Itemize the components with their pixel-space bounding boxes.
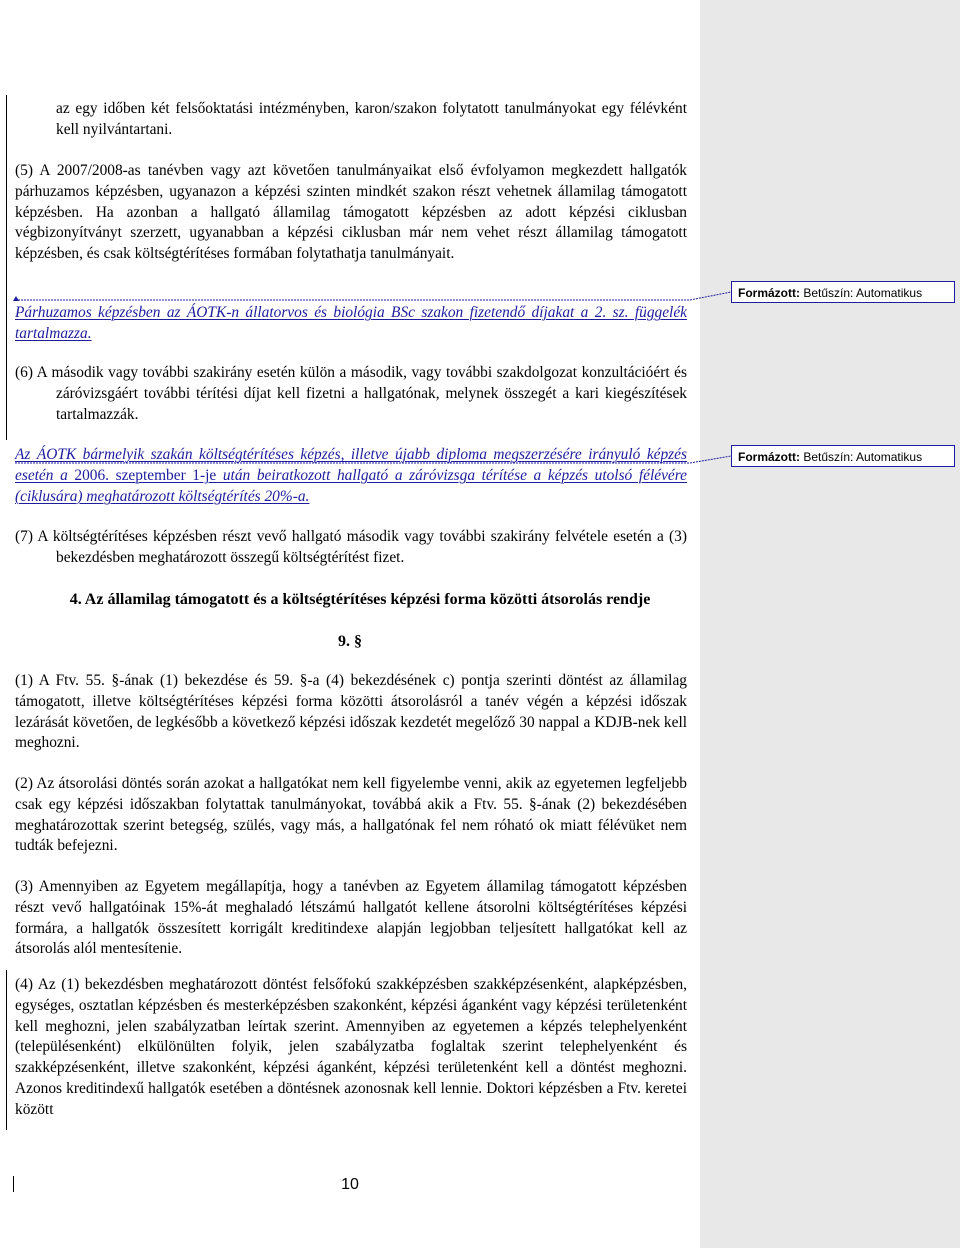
tracked-text: után beiratkozott hallgató — [216, 466, 395, 484]
footer-change-bar — [13, 1176, 14, 1192]
page-number: 10 — [341, 1176, 359, 1193]
comment-value: Betűszín: Automatikus — [803, 286, 923, 300]
format-comment-box[interactable] — [731, 445, 955, 467]
format-comment-box[interactable] — [731, 281, 955, 303]
section-9-para-2: (2) Az átsorolási döntés során azokat a hallgatókat nem kell figyelembe venni, akik az egyetemen legfeljebb csak egy képzési időszakban folytattak tanulmányokat, továbbá akik a Ftv. 55. §-ának (2) bekezdésében meghatározottak szerint betegség, szülés, vagy más, a hallgatónak fel nem róható ok miatt félévüket nem tudták befejezni. — [15, 775, 687, 855]
section-9-para-4: (4) Az (1) bekezdésben meghatározott döntést felsőfokú szakképzésben szakképzésenként, alapképzésben, egységes, osztatlan képzésben és mesterképzésben szakonként, képzési áganként vagy képzési területenként kell meghozni, jelen szabályzatban leírtak szerint. Amennyiben az egyetemen a képzés telephelyenként (településenként) elkülönülten folyik, jelen szabályzatba foglaltak szerint telephelyenként és szakképzésenként, illetve szakonként, képzési áganként, képzési területenként kell a döntést meghozni. Azonos kreditindexű hallgatók esetében a döntésnek azonosnak kell lennie. Doktori képzésben a Ftv. keretei között — [15, 976, 687, 1118]
paragraph-5: (5) A 2007/2008-as tanévben vagy azt követően tanulmányaikat első évfolyamon megkezdett hallgatók párhuzamos képzésben, ugyanazon a képzési szinten mindkét szakon részt vehetnek államilag támogatott képzésben. Ha azonban a hallgató államilag támogatott képzésben az adott képzési ciklusban végbizonyítványt szerzett, ugyanabban a képzési ciklusban már nem vehet részt államilag támogatott képzésben, és csak költségtérítéses formában folytathatja tanulmányait. — [15, 162, 687, 263]
tracked-text: Az ÁOTK bármelyik szakán költségtérítéses képzés, illetve újabb diploma megszerzésére irányuló képzés esetén a — [15, 446, 687, 484]
comment-label: Formázott: — [738, 286, 800, 300]
section-heading-4: 4. Az államilag támogatott és a költségtérítéses képzési forma közötti átsorolás rendje — [69, 591, 651, 608]
comment-value: Betűszín: Automatikus — [803, 450, 923, 464]
section-9-para-3: (3) Amennyiben az Egyetem megállapítja, hogy a tanévben az Egyetem államilag támogatott képzésben részt vevő hallgatóinak 15%-át meghaladó létszámú hallgatót kellene átsorolni költségtérítéses képzési formára, a hallgatók összesített korrigált kreditindexe alapján legjobban teljesített hallgatókat kell az átsorolás alól mentesítenie. — [15, 878, 687, 958]
section-number: 9. § — [338, 633, 362, 650]
tracked-date: 2006. szeptember 1-je — [74, 466, 217, 484]
paragraph-7: (7) A költségtérítéses képzésben részt vevő hallgató második vagy további szakirány felvétele esetén a (3) bekezdésben meghatározott összegű költségtérítést fizet. — [15, 528, 687, 566]
tracked-text: a záróvizsga térítése a képzés utolsó félévére (ciklusára) meghatározott költségtérítés 20%-a. — [15, 466, 687, 505]
comment-label: Formázott: — [738, 450, 800, 464]
section-9-para-1: (1) A Ftv. 55. §-ának (1) bekezdése és 59. §-a (4) bekezdésének c) pontja szerinti döntést az államilag támogatott, illetve költségtérítéses képzési forma közötti átsorolásról a tanév végén a képzési időszak lezárását követően, de legkésőbb a következő képzési időszak kezdetét megelőző 30 nappal a KDJB-nek kell meghozni. — [15, 672, 687, 752]
paragraph-continuation: az egy időben két felsőoktatási intézményben, karon/szakon folytatott tanulmányokat egy félévként kell nyilvántartani. — [56, 100, 687, 138]
tracked-insertion-1[interactable]: Párhuzamos képzésben az ÁOTK-n állatorvos és biológia BSc szakon fizetendő díjakat a 2. sz. függelék tartalmazza. — [15, 304, 687, 342]
paragraph-6: (6) A második vagy további szakirány esetén külön a második, vagy további szakdolgozat konzultációért és záróvizsgáért további térítési díjat kell fizetni a hallgatónak, melynek összegét a kari kiegészítések tartalmazzák. — [15, 364, 687, 423]
